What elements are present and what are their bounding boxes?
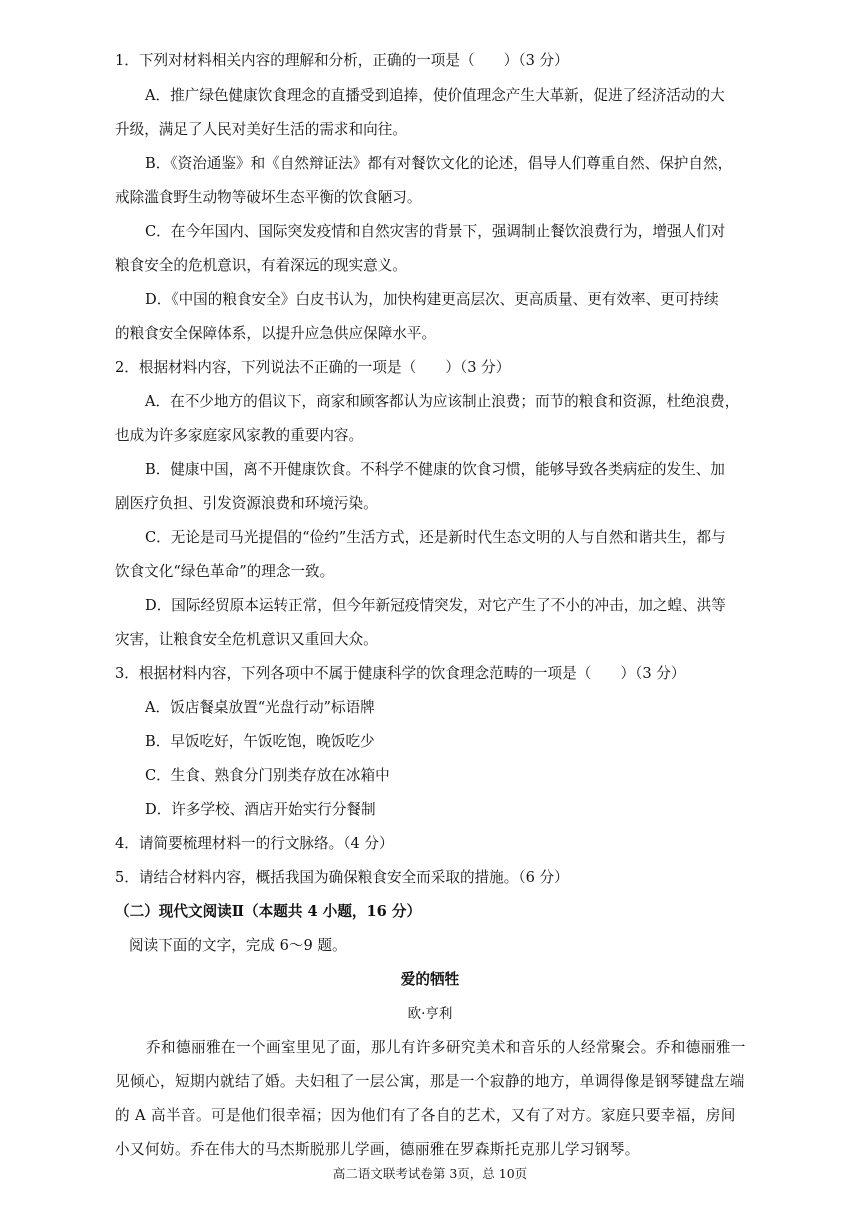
- story-author: 欧·亨利: [407, 1006, 453, 1022]
- question-2-option-a: A．在不少地方的倡议下，商家和顾客都认为应该制止浪费；而节的粮食和资源，杜绝浪费，: [145, 393, 740, 410]
- question-1-option-b-cont: 戒除滥食野生动物等破坏生态平衡的饮食陋习。: [115, 189, 422, 206]
- question-2-option-b: B．健康中国，离不开健康饮食。不科学不健康的饮食习惯，能够导致各类病症的发生、加: [145, 461, 725, 478]
- question-5-stem: 5．请结合材料内容，概括我国为确保粮食安全而采取的措施。（6 分）: [115, 869, 569, 886]
- question-1-option-c-cont: 粮食安全的危机意识，有着深远的现实意义。: [115, 257, 407, 274]
- question-1-option-c: C．在今年国内、国际突发疫情和自然灾害的背景下，强调制止餐饮浪费行为，增强人们对: [145, 223, 726, 240]
- story-paragraph-line-2: 见倾心，短期内就结了婚。夫妇租了一层公寓，那是一个寂静的地方，单调得像是钢琴键盘左端: [115, 1073, 745, 1090]
- question-1-option-a-cont: 升级，满足了人民对美好生活的需求和向往。: [115, 121, 407, 138]
- question-2-stem: 2．根据材料内容，下列说法不正确的一项是（ ）（3 分）: [115, 359, 511, 376]
- question-1-option-a: A．推广绿色健康饮食理念的直播受到追捧，使价值理念产生大革新，促进了经济活动的大: [145, 87, 725, 104]
- story-paragraph-line-4: 小又何妨。乔在伟大的马杰斯脱那儿学画，德丽雅在罗森斯托克那儿学习钢琴。: [115, 1141, 640, 1158]
- question-3-stem: 3．根据材料内容，下列各项中不属于健康科学的饮食理念范畴的一项是（ ）（3 分）: [115, 665, 686, 682]
- question-4-stem: 4．请简要梳理材料一的行文脉络。（4 分）: [115, 835, 394, 852]
- question-1-stem: 1．下列对材料相关内容的理解和分析，正确的一项是（ ）（3 分）: [115, 52, 569, 69]
- question-2-option-d: D．国际经贸原本运转正常，但今年新冠疫情突发，对它产生了不小的冲击，加之蝗、洪等: [145, 597, 726, 614]
- story-title: 爱的牺牲: [400, 971, 460, 988]
- section-instruction: 阅读下面的文字，完成 6～9 题。: [129, 937, 347, 954]
- question-3-option-b: B．早饭吃好，午饭吃饱，晚饭吃少: [145, 733, 375, 750]
- question-1-option-b: B．《资治通鉴》和《自然辩证法》都有对餐饮文化的论述，倡导人们尊重自然、保护自然，: [145, 155, 733, 172]
- question-3-option-d: D．许多学校、酒店开始实行分餐制: [145, 801, 376, 818]
- question-3-option-a: A．饭店餐桌放置“光盘行动”标语牌: [145, 699, 375, 716]
- page-footer: 高二语文联考试卷第 3页，总 10页: [332, 1166, 528, 1181]
- question-2-option-d-cont: 灾害，让粮食安全危机意识又重回大众。: [115, 631, 378, 648]
- question-2-option-c-cont: 饮食文化“绿色革命”的理念一致。: [115, 563, 335, 580]
- question-2-option-c: C．无论是司马光提倡的“俭约”生活方式，还是新时代生态文明的人与自然和谐共生，都与: [145, 529, 726, 546]
- question-2-option-a-cont: 也成为许多家庭家风家教的重要内容。: [115, 427, 364, 444]
- story-paragraph-line-1: 乔和德丽雅在一个画室里见了面，那儿有许多研究美术和音乐的人经常聚会。乔和德丽雅一: [146, 1039, 746, 1056]
- question-2-option-b-cont: 剧医疗负担、引发资源浪费和环境污染。: [115, 495, 378, 512]
- section-heading: （二）现代文阅读Ⅱ（本题共 4 小题，16 分）: [115, 903, 422, 920]
- question-1-option-d: D．《中国的粮食安全》白皮书认为，加快构建更高层次、更高质量、更有效率、更可持续: [145, 291, 719, 308]
- question-1-option-d-cont: 的粮食安全保障体系，以提升应急供应保障水平。: [115, 325, 437, 342]
- question-3-option-c: C．生食、熟食分门别类存放在冰箱中: [145, 767, 390, 784]
- story-paragraph-line-3: 的 A 高半音。可是他们很幸福；因为他们有了各自的艺术，又有了对方。家庭只要幸福，房间: [115, 1107, 736, 1124]
